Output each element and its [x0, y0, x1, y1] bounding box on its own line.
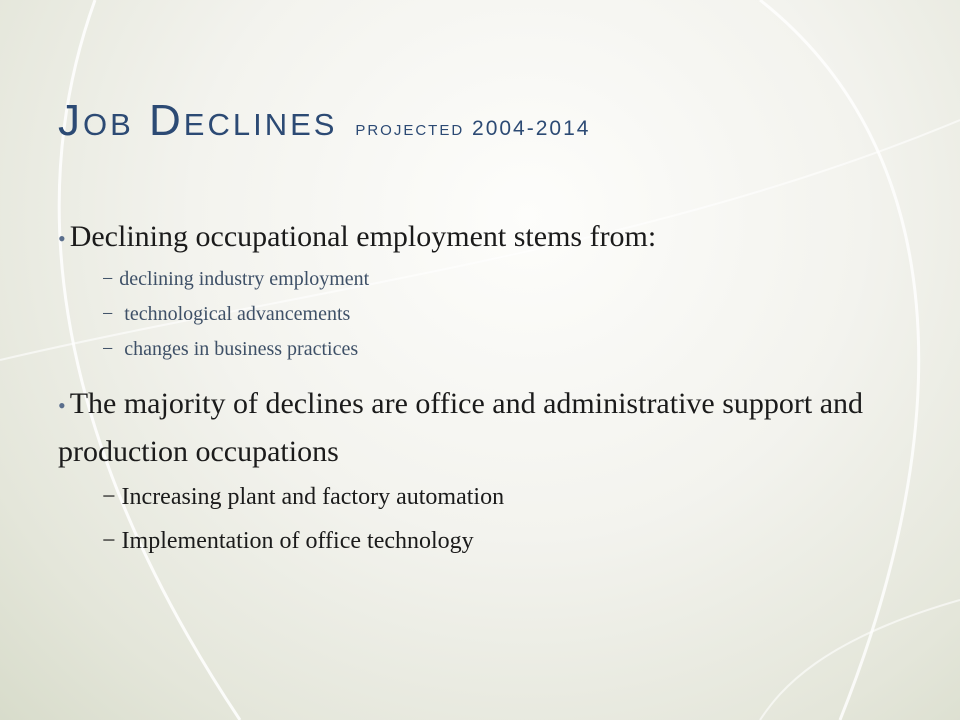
bullet-2-text: The majority of declines are office and administrative support and production occupations: [58, 387, 864, 468]
dash-icon: −: [102, 338, 114, 360]
bullet-2: [58, 381, 918, 475]
sub-bullet-1-2: − technological advancements: [102, 303, 351, 325]
bullet-1: [58, 214, 918, 262]
title-subtitle: projected 2004-2014: [355, 117, 591, 140]
dash-icon: −: [102, 268, 114, 290]
slide-title: [58, 96, 590, 146]
sub-bullet-2-1: − Increasing plant and factory automation: [102, 484, 505, 510]
sub-bullet-2-2: − Implementation of office technology: [102, 528, 474, 554]
slide-body: [58, 214, 918, 563]
bullet-1-text: Declining occupational employment stems from:: [69, 220, 657, 253]
bullet-icon: •: [58, 393, 66, 418]
dash-icon: −: [102, 484, 116, 510]
dash-icon: −: [102, 528, 116, 554]
bullet-icon: •: [58, 226, 66, 251]
title-main: Job Declines: [58, 96, 338, 145]
dash-icon: −: [102, 303, 114, 325]
sub-bullet-1-3: − changes in business practices: [102, 338, 359, 360]
sub-bullet-1-1: − declining industry employment: [102, 268, 370, 290]
